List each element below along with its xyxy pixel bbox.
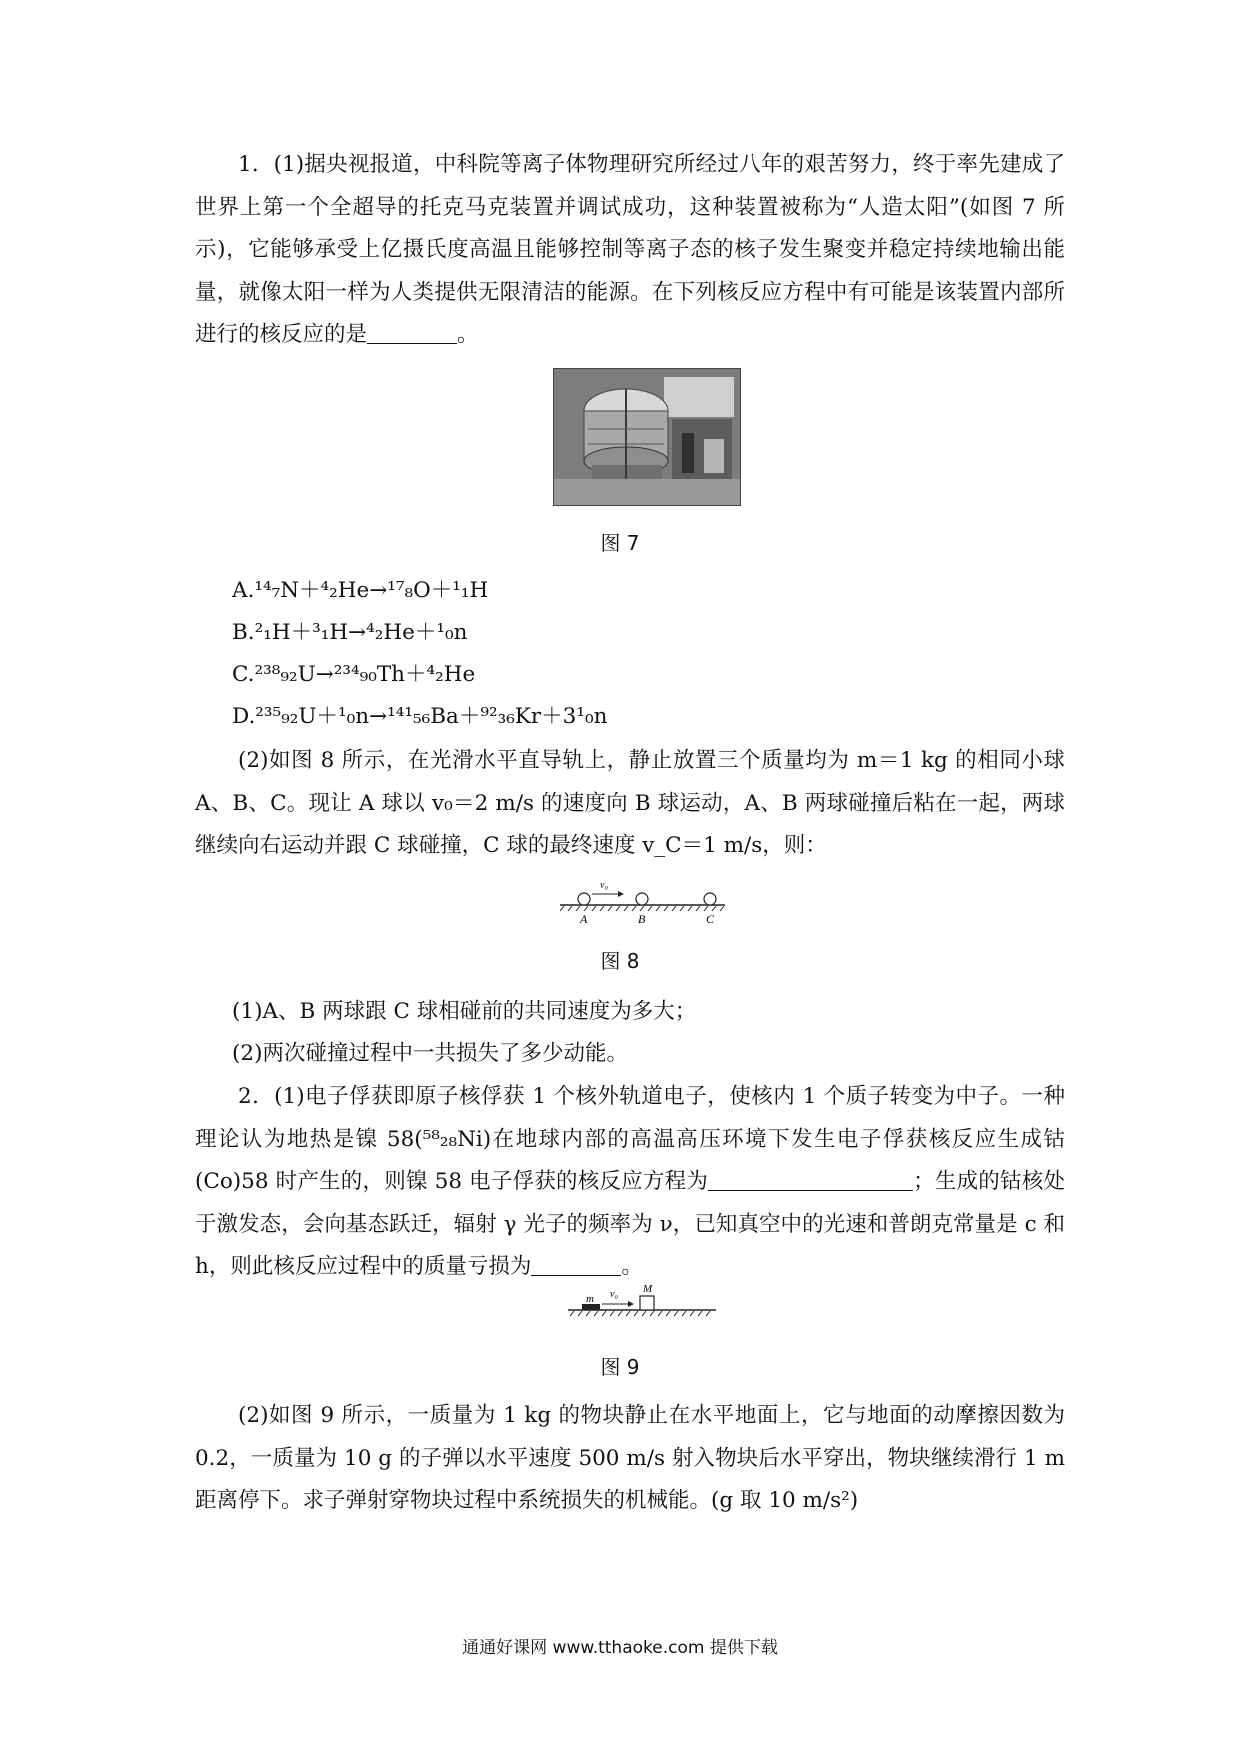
figure-9-caption: 图 9 [600,1355,640,1379]
footer: 通通好课网 www.tthaoke.com 提供下载 [462,1638,778,1658]
m-label: m [586,1293,594,1305]
figure-7-caption: 图 7 [600,531,640,555]
answer-blank-equation [708,1169,913,1192]
ball-b [636,893,648,905]
option-b: B.²₁H＋³₁H→⁴₂He＋¹₀n [232,620,468,645]
ball-a [578,893,590,905]
label-a: A [580,912,588,925]
ball-c [704,893,716,905]
q1-intro [195,144,1065,357]
q2-part1 [195,1076,1065,1289]
q2-part1-a: 2．(1)电子俘获即原子核俘获 1 个核外轨道电子，使核内 1 个质子转变为中子。一种理论认为地热是镍 58(⁵⁸₂₈Ni)在地球内部的高温高压环境下发生电子俘获核反应生成钴(Co)58 时产生的，则镍 58 电子俘获的核反应方程为 [195,1084,1065,1194]
figure-8-caption: 图 8 [600,949,640,973]
q1-intro-text: 1．(1)据央视报道，中科院等离子体物理研究所经过八年的艰苦努力，终于率先建成了世界上第一个全超导的托克马克装置并调试成功，这种装置被称为“人造太阳”(如图 7 所示)，它能够承受上亿摄氏度高温且能够控制等离子态的核子发生聚变并稳定持续地输出能量，就像太阳一样为人类提供无限清洁的能源。在下列核反应方程中有可能是该装置内部所进行的核反应的是 [195,152,1065,347]
q2-part1-b: ；生成的钴核处于激发态，会向基态跃迁，辐射 γ 光子的频率为 ν，已知真空中的光速和普朗克常量是 c 和 h，则此核反应过程中的质量亏损为 [195,1169,1065,1279]
q1-intro-end: 。 [457,322,479,347]
label-b: B [638,912,646,925]
q2-part1-end: 。 [621,1254,643,1279]
tokamak-illustration [554,369,740,505]
label-c: C [706,912,715,925]
v0-label-9: v₀ [610,1289,618,1300]
option-a: A.¹⁴₇N＋⁴₂He→¹⁷₈O＋¹₁H [232,578,489,603]
option-c: C.²³⁸₉₂U→²³⁴₉₀Th＋⁴₂He [232,662,476,687]
figure-9-diagram [568,1280,718,1320]
q1-part2: (2)如图 8 所示，在光滑水平直导轨上，静止放置三个质量均为 m＝1 kg 的相同小球 A、B、C。现让 A 球以 v₀＝2 m/s 的速度向 B 球运动，A、B 两球碰撞后粘在一起，两球继续向右运动并跟 C 球碰撞，C 球的最终速度 v_C＝1 m/s，则： [195,748,1065,858]
q1-sub2: (2)两次碰撞过程中一共损失了多少动能。 [232,1041,628,1066]
figure-8-diagram [560,875,730,925]
M-label: M [643,1283,653,1295]
block [640,1296,654,1310]
tokamak-photo [553,368,741,506]
answer-blank-mass [531,1254,621,1277]
option-d: D.²³⁵₉₂U＋¹₀n→¹⁴¹₅₆Ba＋⁹²₃₆Kr＋3¹₀n [232,704,608,729]
v0-label: v₀ [600,880,608,891]
answer-blank [367,322,457,345]
q1-sub1: (1)A、B 两球跟 C 球相碰前的共同速度为多大； [232,999,697,1024]
q2-part2: (2)如图 9 所示，一质量为 1 kg 的物块静止在水平地面上，它与地面的动摩擦因数为 0.2，一质量为 10 g 的子弹以水平速度 500 m/s 射入物块后水平穿出，物块继续滑行 1 m 距离停下。求子弹射穿物块过程中系统损失的机械能。(g 取 10 m/s²) [195,1403,1065,1513]
